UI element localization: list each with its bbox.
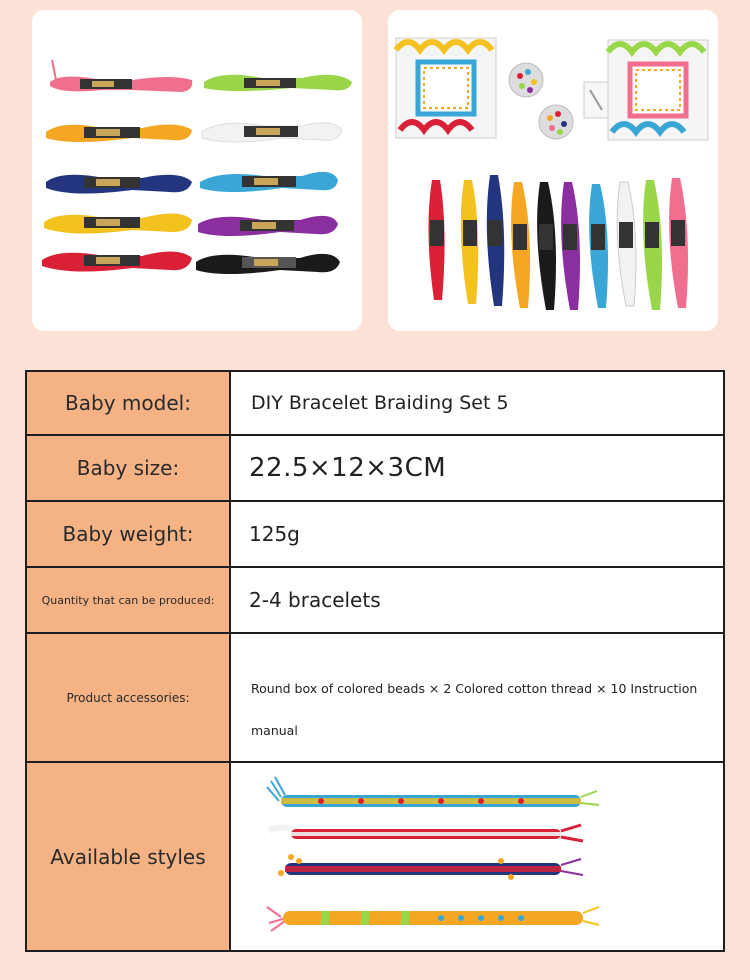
thread-skeins-illustration [32,10,362,331]
bead-box-1 [509,63,543,97]
accessories-line-1: Round box of colored beads × 2 Colored cotton thread × 10 Instruction manual [251,681,698,738]
thread-skein-red [42,251,192,271]
spec-row-accessories [27,634,723,763]
thread-skein-black [196,254,340,274]
quantity-label: Quantity that can be produced: [27,568,231,632]
bead-box-2 [539,105,573,139]
model-value: DIY Bracelet Braiding Set 5 [231,372,723,434]
thread-skein-purple [198,216,338,236]
vertical-skeins [428,175,688,310]
spec-row-weight [27,502,723,568]
spec-row-quantity [27,568,723,634]
bracelet-style-4 [267,907,599,931]
thread-skein-orange [46,124,192,142]
kit-contents-photo [388,10,718,331]
styles-label: Available styles [27,763,231,950]
quantity-value: 2-4 bracelets [231,568,723,632]
bracelet-styles-illustration [261,767,601,947]
beading-needle-card [584,82,608,118]
kit-contents-illustration [388,10,718,331]
thread-skeins-photo [32,10,362,331]
thread-skein-yellow [44,213,192,233]
size-value: 22.5×12×3CM [231,436,723,500]
bracelet-style-3 [278,854,583,880]
weight-value: 125g [231,502,723,566]
styles-value [231,763,723,950]
thread-skein-pink [50,60,192,92]
weight-label: Baby weight: [27,502,231,566]
accessories-value [231,634,723,761]
spec-row-model [27,372,723,436]
thread-skein-navy [46,175,192,194]
thread-skein-white [202,123,342,142]
product-spec-table [25,370,725,952]
model-label: Baby model: [27,372,231,434]
size-label: Baby size: [27,436,231,500]
thread-skein-sky-blue [200,172,338,192]
bracelet-style-2 [269,825,583,841]
weaving-board-left [396,38,496,138]
spec-row-size [27,436,723,502]
bracelet-style-1 [267,777,599,807]
weaving-board-right [608,40,708,140]
thread-skein-green [204,75,352,91]
spec-row-styles [27,763,723,950]
accessories-label: Product accessories: [27,634,231,761]
